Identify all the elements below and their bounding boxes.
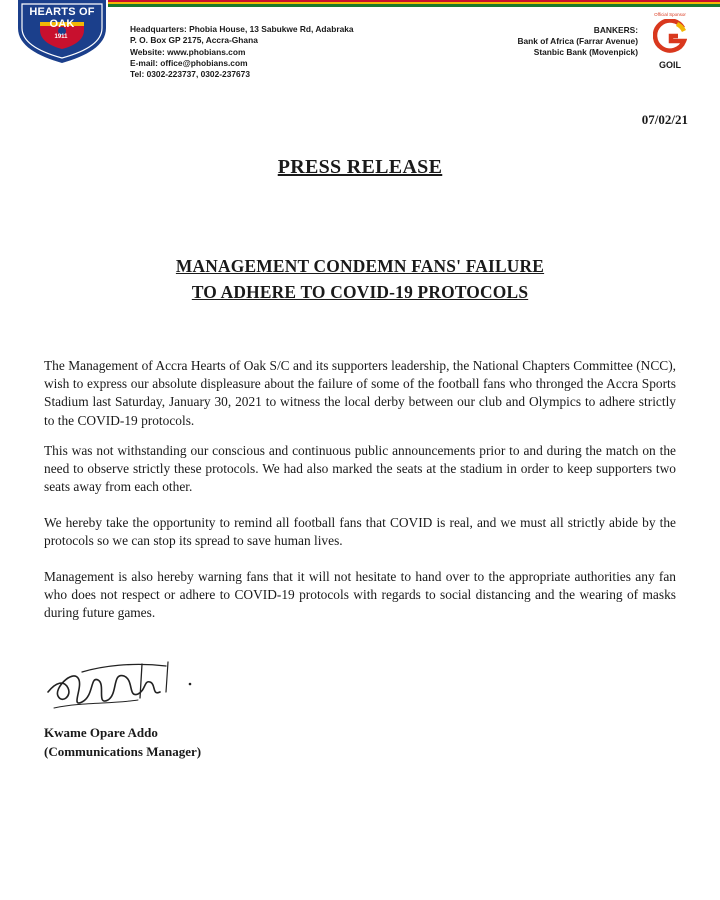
goil-emblem-icon — [653, 19, 687, 53]
handwritten-signature — [42, 652, 222, 720]
headline-line-1: MANAGEMENT CONDEMN FANS' FAILURE — [175, 256, 545, 276]
body-paragraph: Management is also hereby warning fans that it will not hesitate to hand over to the appropriate authorities any fan who does not respect or adhere to COVID-19 protocols with regards to social distancing and the wearing of masks during future games. — [44, 569, 676, 621]
body-paragraph: The Management of Accra Hearts of Oak S/C and its supporters leadership, the National Chapters Committee (NCC), wish to express our absolute displeasure about the failure of some of the football fans who thronged the Accra Sports Stadium last Saturday, January 30, 2021 to witness the local derby between our club and Olympics to adhere strictly to the COVID-19 protocols. — [44, 358, 676, 428]
signatory-block — [44, 724, 201, 761]
signatory-role: (Communications Manager) — [44, 743, 202, 759]
bankers-title: BANKERS: — [593, 25, 638, 35]
headquarters-address-block — [130, 24, 354, 80]
club-crest-logo — [16, 0, 108, 64]
sponsor-tag: Official Sponsor — [654, 12, 686, 17]
banker-item: Bank of Africa (Farrar Avenue) — [517, 36, 638, 47]
sponsor-logo-text: GOIL — [659, 60, 681, 70]
telephone-line: Tel: 0302-223737, 0302-237673 — [130, 69, 250, 80]
bankers-block — [517, 25, 638, 59]
email-line: E-mail: office@phobians.com — [130, 57, 248, 68]
body-paragraph: This was not withstanding our conscious and continuous public announcements prior to and during the match on the need to observe strictly these protocols. We had also marked the seats at the stadium in order to keep supporters two seats away from each other. — [44, 443, 676, 495]
letterhead-color-bars — [0, 0, 720, 8]
website-line: Website: www.phobians.com — [130, 46, 246, 57]
press-release-label: PRESS RELEASE — [277, 156, 443, 178]
body-paragraph: We hereby take the opportunity to remind all football fans that COVID is real, and we must all strictly abide by the protocols so we can stop its spread to save human lives. — [44, 515, 676, 549]
crest-name: HEARTS OF OAK — [29, 6, 95, 30]
headquarters-line: Headquarters: Phobia House, 13 Sabukwe Rd, Adabraka — [130, 24, 354, 34]
crest-year: 1911 — [54, 34, 68, 40]
sponsor-logo — [650, 12, 690, 92]
po-box-line: P. O. Box GP 2175, Accra-Ghana — [130, 35, 258, 46]
headline-line-2: TO ADHERE TO COVID-19 PROTOCOLS — [191, 282, 529, 302]
signatory-name: Kwame Opare Addo — [44, 725, 158, 740]
release-date: 07/02/21 — [641, 112, 688, 127]
banker-item: Stanbic Bank (Movenpick) — [533, 47, 638, 58]
